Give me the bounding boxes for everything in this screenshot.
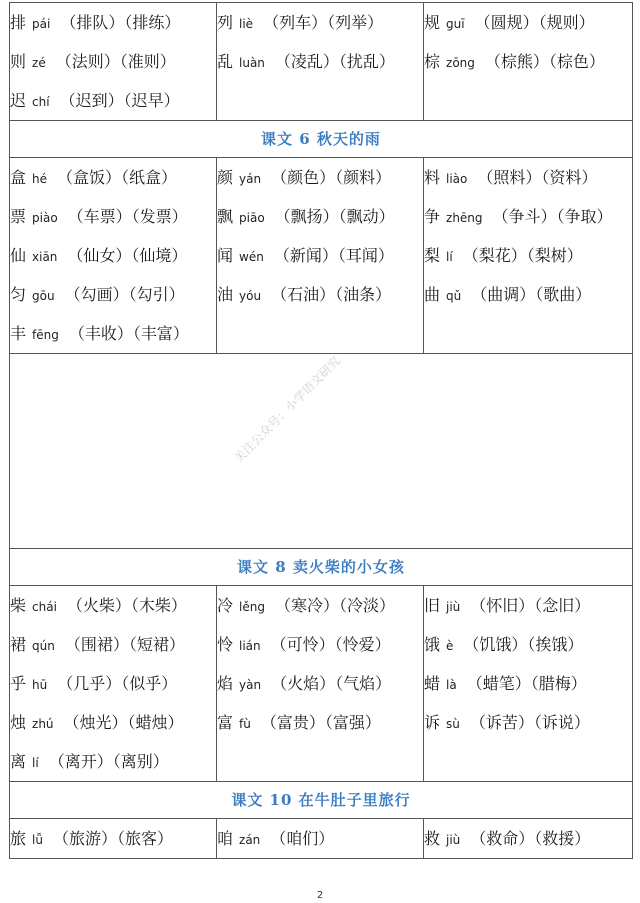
pinyin: jiù: [446, 600, 461, 614]
pinyin: zé: [32, 56, 46, 70]
vocab-column: [424, 586, 633, 782]
character: 棕: [424, 52, 441, 71]
pinyin: fēng: [32, 328, 59, 342]
word-examples: （凌乱）（扰乱）: [274, 52, 395, 71]
character: 裙: [10, 635, 27, 654]
vocab-column: [217, 586, 424, 782]
vocab-entry: [10, 42, 216, 81]
character: 料: [424, 168, 441, 187]
vocab-entry: [217, 42, 423, 81]
vocab-column: [217, 3, 424, 121]
character: 曲: [424, 285, 441, 304]
pinyin: piāo: [239, 211, 265, 225]
pinyin: lí: [446, 250, 453, 264]
pinyin: qún: [32, 639, 55, 653]
lesson-title: 课文 8 卖火柴的小女孩: [237, 558, 405, 576]
pinyin: è: [446, 639, 454, 653]
pinyin: jiù: [446, 833, 461, 847]
vocab-entry: [424, 236, 632, 275]
vocab-entry: [10, 742, 216, 781]
word-examples: （诉苦）（诉说）: [469, 713, 590, 732]
vocabulary-table: [9, 2, 633, 859]
pinyin: qǔ: [446, 289, 462, 303]
character: 则: [10, 52, 27, 71]
vocab-entry: [424, 42, 632, 81]
vocab-entry: [217, 664, 423, 703]
word-examples: （咱们）: [270, 829, 335, 848]
word-examples: （离开）（离别）: [48, 752, 169, 771]
word-examples: （照料）（资料）: [477, 168, 598, 187]
pinyin: yóu: [239, 289, 262, 303]
pinyin: luàn: [239, 56, 265, 70]
word-examples: （勾画）（勾引）: [64, 285, 185, 304]
word-examples: （石油）（油条）: [271, 285, 392, 304]
vocab-entry: [217, 3, 423, 42]
character: 油: [217, 285, 234, 304]
character: 焰: [217, 674, 234, 693]
character: 离: [10, 752, 27, 771]
vocab-entry: [424, 703, 632, 742]
word-examples: （旅游）（旅客）: [52, 829, 173, 848]
vocab-entry: [217, 197, 423, 236]
vocab-entry: [10, 236, 216, 275]
vocab-entry: [217, 625, 423, 664]
character: 乎: [10, 674, 27, 693]
word-examples: （颜色）（颜料）: [271, 168, 392, 187]
word-examples: （寒冷）（冷淡）: [274, 596, 395, 615]
character: 争: [424, 207, 441, 226]
character: 旅: [10, 829, 27, 848]
pinyin: zōng: [446, 56, 475, 70]
word-examples: （曲调）（歌曲）: [471, 285, 592, 304]
empty-row: [10, 354, 633, 549]
vocab-entry: [10, 586, 216, 625]
vocab-entry: [424, 664, 632, 703]
character: 丰: [10, 324, 27, 343]
section-row: [10, 586, 633, 782]
character: 规: [424, 13, 441, 32]
character: 柴: [10, 596, 27, 615]
vocab-column: [217, 158, 424, 354]
vocab-entry: [424, 625, 632, 664]
character: 迟: [10, 91, 27, 110]
vocab-entry: [424, 3, 632, 42]
word-examples: （圆规）（规则）: [474, 13, 595, 32]
vocab-entry: [10, 3, 216, 42]
vocab-entry: [424, 275, 632, 314]
word-examples: （丰收）（丰富）: [68, 324, 189, 343]
character: 列: [217, 13, 234, 32]
character: 冷: [217, 596, 234, 615]
pinyin: lǚ: [32, 833, 43, 847]
lesson-title-cell: [10, 121, 633, 158]
watermark: 关注公众号：小学语文研究: [231, 353, 344, 466]
vocab-entry: [217, 586, 423, 625]
word-examples: （怀旧）（念旧）: [470, 596, 591, 615]
word-examples: （车票）（发票）: [67, 207, 188, 226]
character: 梨: [424, 246, 441, 265]
character: 蜡: [424, 674, 441, 693]
vocab-column: [10, 158, 217, 354]
pinyin: chái: [32, 600, 57, 614]
vocab-entry: [10, 158, 216, 197]
vocab-entry: [10, 275, 216, 314]
word-examples: （富贵）（富强）: [260, 713, 381, 732]
character: 盒: [10, 168, 27, 187]
character: 富: [217, 713, 234, 732]
vocab-entry: [217, 703, 423, 742]
pinyin: zhēng: [446, 211, 483, 225]
vocab-entry: [424, 158, 632, 197]
character: 诉: [424, 713, 441, 732]
word-examples: （可怜）（怜爱）: [270, 635, 391, 654]
pinyin: piào: [32, 211, 58, 225]
character: 排: [10, 13, 27, 32]
pinyin: yàn: [239, 678, 262, 692]
vocab-column: [10, 586, 217, 782]
word-examples: （新闻）（耳闻）: [273, 246, 394, 265]
character: 仙: [10, 246, 27, 265]
character: 颜: [217, 168, 234, 187]
lesson-title: 课文 6 秋天的雨: [261, 130, 381, 148]
vocab-entry: [10, 197, 216, 236]
vocab-entry: [217, 158, 423, 197]
word-examples: （蜡笔）（腊梅）: [466, 674, 587, 693]
lesson-title-row: [10, 782, 633, 819]
word-examples: （棕熊）（棕色）: [484, 52, 605, 71]
pinyin: wén: [239, 250, 264, 264]
character: 闻: [217, 246, 234, 265]
vocab-entry: [10, 314, 216, 353]
word-examples: （火柴）（木柴）: [66, 596, 187, 615]
vocab-entry: [10, 81, 216, 120]
lesson-title-cell: [10, 549, 633, 586]
vocab-column: [424, 3, 633, 121]
vocab-entry: [424, 819, 632, 858]
pinyin: yán: [239, 172, 262, 186]
word-examples: （争斗）（争取）: [492, 207, 613, 226]
lesson-title-cell: [10, 782, 633, 819]
vocab-entry: [424, 586, 632, 625]
word-examples: （烛光）（蜡烛）: [63, 713, 184, 732]
vocab-column: [424, 158, 633, 354]
pinyin: gōu: [32, 289, 55, 303]
vocab-entry: [424, 197, 632, 236]
pinyin: guī: [446, 17, 465, 31]
vocab-entry: [10, 664, 216, 703]
lesson-title-row: [10, 549, 633, 586]
lesson-title-row: [10, 121, 633, 158]
word-examples: （列车）（列举）: [263, 13, 384, 32]
word-examples: （梨花）（梨树）: [462, 246, 583, 265]
character: 救: [424, 829, 441, 848]
vocab-column: [217, 819, 424, 859]
page-number: 2: [316, 890, 324, 901]
section-row: [10, 158, 633, 354]
word-examples: （盒饭）（纸盒）: [57, 168, 178, 187]
pinyin: hé: [32, 172, 48, 186]
word-examples: （迟到）（迟早）: [59, 91, 180, 110]
vocab-entry: [217, 819, 423, 858]
vocab-entry: [10, 625, 216, 664]
pinyin: zhú: [32, 717, 54, 731]
pinyin: là: [446, 678, 457, 692]
word-examples: （法则）（准则）: [55, 52, 176, 71]
lesson-title: 课文 10 在牛肚子里旅行: [231, 791, 411, 809]
character: 咱: [217, 829, 234, 848]
word-examples: （饥饿）（挨饿）: [463, 635, 584, 654]
pinyin: liè: [239, 17, 254, 31]
section-row: [10, 819, 633, 859]
character: 乱: [217, 52, 234, 71]
vocab-column: [10, 3, 217, 121]
word-examples: （仙女）（仙境）: [67, 246, 188, 265]
vocab-entry: [217, 236, 423, 275]
word-examples: （排队）（排练）: [60, 13, 181, 32]
pinyin: chí: [32, 95, 50, 109]
character: 旧: [424, 596, 441, 615]
word-examples: （飘扬）（飘动）: [274, 207, 395, 226]
pinyin: zán: [239, 833, 261, 847]
character: 飘: [217, 207, 234, 226]
vocab-column: [424, 819, 633, 859]
pinyin: lí: [32, 756, 39, 770]
character: 匀: [10, 285, 27, 304]
section-row: [10, 3, 633, 121]
pinyin: pái: [32, 17, 51, 31]
word-examples: （救命）（救援）: [470, 829, 591, 848]
empty-cell: [10, 354, 633, 549]
pinyin: sù: [446, 717, 460, 731]
pinyin: lěng: [239, 600, 265, 614]
word-examples: （几乎）（似乎）: [57, 674, 178, 693]
pinyin: lián: [239, 639, 261, 653]
pinyin: fù: [239, 717, 251, 731]
pinyin: xiān: [32, 250, 58, 264]
character: 票: [10, 207, 27, 226]
pinyin: liào: [446, 172, 468, 186]
character: 怜: [217, 635, 234, 654]
word-examples: （围裙）（短裙）: [64, 635, 185, 654]
vocab-entry: [10, 819, 216, 858]
vocab-entry: [217, 275, 423, 314]
word-examples: （火焰）（气焰）: [271, 674, 392, 693]
vocab-column: [10, 819, 217, 859]
pinyin: hū: [32, 678, 48, 692]
character: 烛: [10, 713, 27, 732]
vocab-entry: [10, 703, 216, 742]
character: 饿: [424, 635, 441, 654]
